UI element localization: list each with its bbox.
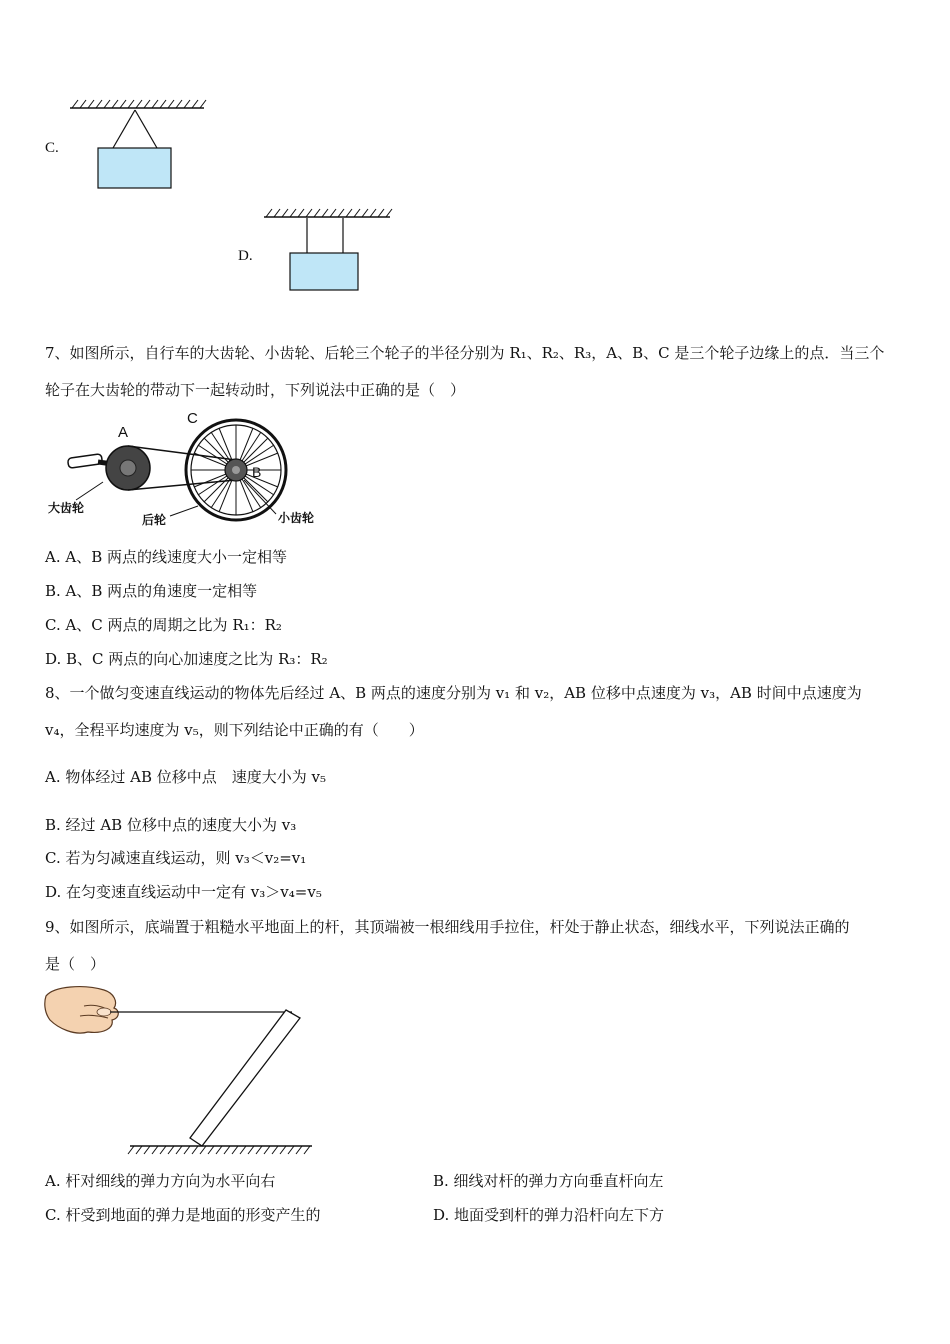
q9-option-b: B. 细线对杆的弹力方向垂直杆向左 [433,1172,664,1190]
q7-label-small-gear: 小齿轮 [278,511,315,525]
q6-option-c-figure [60,96,210,196]
q7-label-rear-wheel: 后轮 [142,513,167,527]
q7-option-b: B. A、B 两点的角速度一定相等 [45,582,258,600]
q6-option-d-figure [256,205,396,297]
q9-option-d: D. 地面受到杆的弹力沿杆向左下方 [433,1206,665,1224]
q7-option-a: A. A、B 两点的线速度大小一定相等 [45,548,287,566]
q7-option-d: D. B、C 两点的向心加速度之比为 R₃：R₂ [45,650,328,668]
q7-option-c: C. A、C 两点的周期之比为 R₁：R₂ [45,616,282,634]
q8-option-d: D. 在匀变速直线运动中一定有 v₃＞v₄=v₅ [45,883,322,901]
q9-rod-figure [44,984,316,1160]
q7-label-b: B [252,464,262,480]
q9-option-c: C. 杆受到地面的弹力是地面的形变产生的 [45,1206,321,1224]
q8-option-a: A. 物体经过 AB 位移中点 速度大小为 v₅ [45,768,327,786]
q6-option-c-label: C. [45,140,59,156]
q9-stem-line1: 9、如图所示，底端置于粗糙水平地面上的杆，其顶端被一根细线用手拉住，杆处于静止状态，细线水平，下列说法正确的 [45,918,850,936]
q9-stem-line2: 是（ ） [45,955,106,973]
q8-stem-line2: v₄，全程平均速度为 v₅，则下列结论中正确的有（ ） [45,721,424,739]
q8-stem-line1: 8、一个做匀变速直线运动的物体先后经过 A、B 两点的速度分别为 v₁ 和 v₂，AB 位移中点速度为 v₃，AB 时间中点速度为 [45,684,862,702]
q6-option-d-label: D. [238,248,253,264]
q9-option-a: A. 杆对细线的弹力方向为水平向右 [45,1172,276,1190]
q8-option-c: C. 若为匀减速直线运动，则 v₃＜v₂=v₁ [45,849,307,867]
q7-stem-line2: 轮子在大齿轮的带动下一起转动时，下列说法中正确的是（ ） [45,381,466,399]
q8-option-b: B. 经过 AB 位移中点的速度大小为 v₃ [45,816,297,834]
q7-label-big-gear: 大齿轮 [48,501,85,515]
q7-label-c: C [187,410,198,427]
q7-stem-line1: 7、如图所示，自行车的大齿轮、小齿轮、后轮三个轮子的半径分别为 R₁、R₂、R₃，A、B、C 是三个轮子边缘上的点．当三个 [45,344,885,362]
q7-label-a: A [118,424,129,441]
